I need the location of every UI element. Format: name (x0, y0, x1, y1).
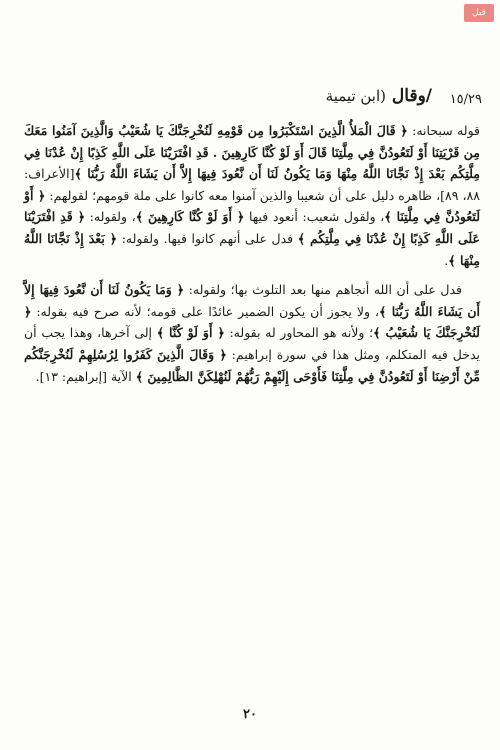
quran-verse: ﴿ أَوَ لَوْ كُنَّا كَارِهِينَ ﴾ (135, 209, 245, 225)
commentary-text: . (444, 252, 449, 268)
commentary-text: فدل على أنهم كانوا فيها. ولقوله: (117, 230, 298, 246)
commentary-text: إلى آخرها، وهذا يجب أن يدخل فيه المتكلم، ومثل هذا في سورة إبراهيم: (24, 325, 481, 362)
paragraph (24, 120, 480, 271)
quran-verse: ﴿ بَعْدَ إِذْ نَجَّانَا اللَّهُ مِنْهَا ﴾ (24, 230, 480, 268)
section-header (20, 86, 482, 114)
commentary-text: ، ولقوله: (85, 209, 136, 225)
body-text (24, 120, 480, 395)
quran-verse: ﴿ قَدِ افْتَرَيْنَا عَلَى اللَّهِ كَذِبًا إِنْ عُدْنَا فِي مِلَّتِكُم ﴾ (24, 209, 480, 246)
commentary-text: الآية [إبراهيم: ١٣]. (35, 368, 136, 384)
quran-verse: ﴿ أَوَ لَوْ كُنَّا ﴾ (156, 325, 225, 341)
commentary-text: ، ولا يجوز أن يكون الضمير عائدًا على قومه؛ لأنه صرح فيه بقوله: (31, 303, 380, 319)
commentary-text: فدل على أن الله أنجاهم منها بعد التلوث بها؛ ولقوله: (184, 282, 463, 298)
page-number: ٢٠ (243, 707, 257, 722)
commentary-text: قوله سبحانه: (407, 123, 480, 138)
paragraph (24, 279, 480, 387)
quran-verse: ﴿ أَوْ لَتَعُودُنَّ فِي مِلَّتِنَا ﴾ (24, 187, 481, 225)
corner-tag-badge: قبل (464, 4, 494, 22)
quran-verse: ﴿ وَقَالَ الَّذِينَ كَفَرُوا لِرُسُلِهِمْ لَنُخْرِجَنَّكُم مِّنْ أَرْضِنَا أَوْ لَتَعُودُنَّ فِي مِلَّتِنَا فَأَوْحَى إِلَيْهِمْ رَبُّهُمْ لَنُهْلِكَنَّ الظَّالِمِينَ ﴾ (24, 346, 480, 384)
section-title-author: (ابن تيمية (325, 87, 386, 105)
quran-verse: ﴿ قَالَ الْمَلأُ الَّذِينَ اسْتَكْبَرُوا مِن قَوْمِهِ لَنُخْرِجَنَّكَ يَا شُعَيْبُ وَالَّذِينَ آمَنُوا مَعَكَ مِن قَرْيَتِنَا أَوْ لَتَعُودُنَّ فِي مِلَّتِنَا قَالَ أَوَ لَوْ كُنَّا كَارِهِينَ . قَدِ افْتَرَيْنَا عَلَى اللَّهِ كَذِبًا إِنْ عُدْنَا فِي مِلَّتِكُم بَعْدَ إِذْ نَجَّانَا اللَّهُ مِنْهَا وَمَا يَكُونُ لَنَا أَن نَّعُودَ فِيهَا إِلاَّ أَن يَشَاءَ اللَّهُ رَبُّنَا ﴾ (24, 123, 480, 182)
commentary-text: ، ولقول شعيب: أنعود فيها (244, 209, 385, 225)
section-title (326, 86, 432, 106)
quran-verse: ﴿ لَنُخْرِجَنَّكَ يَا شُعَيْبُ ﴾ (24, 303, 480, 341)
commentary-text: [الأعراف: ٨٨، ٨٩]، ظاهره دليل على أن شعيبا والذين آمنوا معه كانوا على ملة قومهم؛ لقولهم: (24, 166, 480, 203)
reference-number: ١٥/٢٩ (449, 92, 482, 107)
section-title-text: /وقال (391, 86, 432, 106)
quran-verse: ﴿ وَمَا يَكُونُ لَنَا أَن نَّعُودَ فِيهَا إِلاَّ أَن يَشَاءَ اللَّهُ رَبُّنَا ﴾ (24, 282, 480, 319)
commentary-text: ؛ ولأنه هو المحاور له بقوله: (224, 325, 374, 341)
